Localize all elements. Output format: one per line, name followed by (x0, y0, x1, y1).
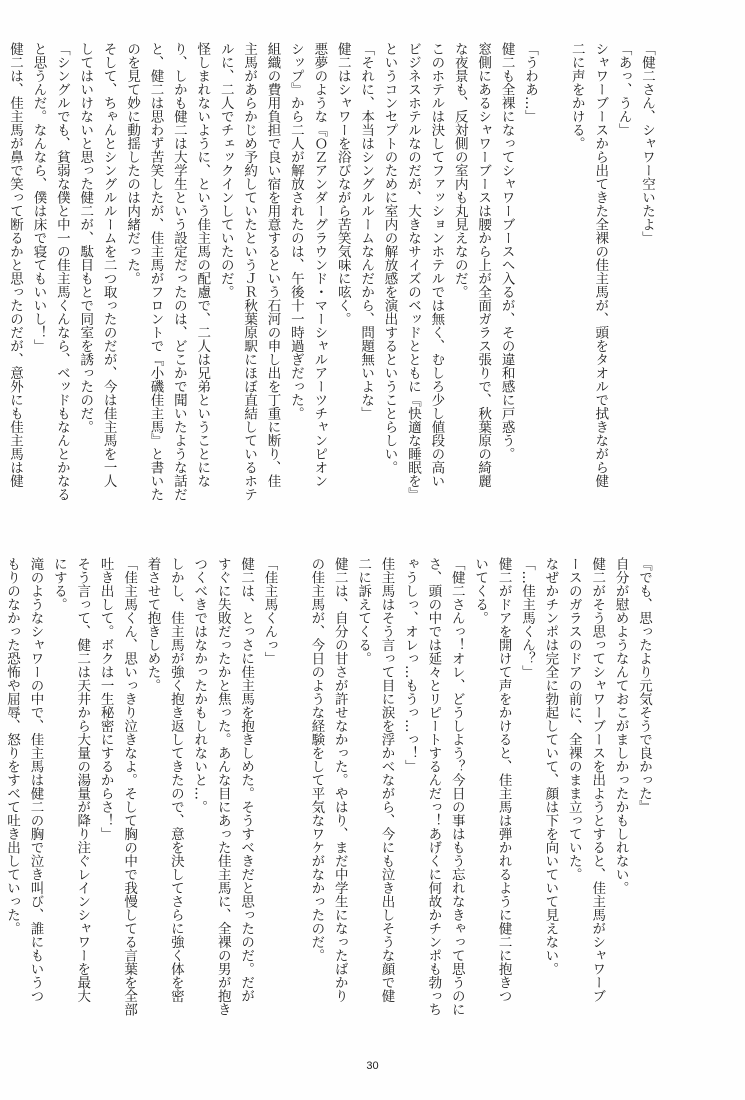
text-line: 健二は、自分の甘さが許せなかった。やはり、まだ中学生になったばかり (331, 557, 348, 1003)
text-line: というコンセプトのために室内の解放感を演出するということらしい。 (381, 42, 398, 474)
text-line: な夜景も、反対側の室内も丸見えなのだ。 (451, 42, 468, 299)
text-line: 「健二さん、シャワー空いたよ」 (639, 42, 655, 245)
text-line: いてくる。 (472, 557, 489, 625)
text-block-bottom (4, 557, 655, 1016)
text-line: 自分が慰めようなんておこがましかったかもしれない。 (612, 557, 629, 895)
text-line: 悪夢のような『ＯＺアンダーグラウンド・マーシャルアーツチャンピオン (311, 42, 328, 488)
text-line: 着させて抱きしめた。 (144, 557, 161, 692)
text-line: 「健二さんっ！オレ、どうしよう？今日の事はもう忘れなきゃって思うのに (448, 557, 465, 1016)
text-line: ビジネスホテルなのだが、大きなサイズのベッドとともに『快適な睡眠を』 (404, 42, 421, 501)
text-line: 「佳主馬くん、思いっきり泣きなよ。そして胸の中で我慢してる言葉を全部 (121, 557, 138, 1016)
text-line: してはいけないと思った健二が、駄目もとで同室を誘ったのだ。 (77, 42, 94, 434)
text-line: ルに、二人でチェックインしていたのだ。 (217, 42, 234, 299)
text-line: 健二がドアを開けて声をかけると、佳主馬は弾かれるように健二に抱きつ (495, 557, 512, 1003)
text-line: シップ』から二人が解放されたのは、午後十一時過ぎだった。 (287, 42, 304, 420)
text-line: 「あっ、うん」 (615, 42, 632, 137)
text-line: と思うんだ。なんなら、僕は床で寝てもいいし！」 (30, 42, 47, 353)
text-line: つくべきではなかったかもしれないと…。 (191, 557, 208, 814)
text-line: 佳主馬はそう言って目に涙を浮かべながら、今にも泣き出しそうな顔で健 (378, 557, 395, 1003)
text-line: 「シングルでも、貧弱な僕と中一の佳主馬くんなら、ベッドもなんとかなる (53, 42, 70, 501)
text-line: 窓側にあるシャワーブースは腰から上が全面ガラス張りで、秋葉原の綺麗 (475, 42, 492, 488)
text-line: の佳主馬が、今日のような経験をして平気なワケがなかったのだ。 (308, 557, 325, 962)
text-line: 怪しまれないように、という佳主馬の配慮で、二人は兄弟ということにな (194, 42, 211, 488)
text-line: なぜかチンポは完全に勃起していて、顔は下を向いていて見えない。 (542, 557, 559, 976)
text-line: 二に訴えてくる。 (355, 557, 372, 665)
text-line: もりのなかった恐怖や屈辱、怒りをすべて吐き出していった。 (4, 557, 21, 935)
text-line: 健二は、佳主馬が鼻で笑って断るかと思ったのだが、意外にも佳主馬は健 (7, 42, 24, 488)
text-line: そして、ちゃんとシングルルームを二つ取ったのだが、今は佳主馬を一人 (100, 42, 117, 488)
text-line: 二に声をかける。 (568, 42, 585, 150)
text-line: 「うわあ…」 (521, 42, 538, 123)
text-line-blank (281, 557, 304, 975)
text-line: ゃうしっ、オレっ…もうっ…っ！」 (401, 557, 418, 773)
text-line: 「…佳主馬くん？」 (518, 557, 535, 679)
text-line: 主馬があらかじめ予約していたというＪＲ秋葉原駅にほぼ直結しているホテ (241, 42, 258, 501)
text-line: そう言って、健二は天井から大量の湯量が降り注ぐレインシャワーを最大 (74, 557, 91, 1003)
text-line: 「それに、本当はシングルルームなんだから、問題無いよな」 (358, 42, 375, 420)
text-line: シャワーブースから出てきた全裸の佳主馬が、頭をタオルで拭きながら健 (592, 42, 609, 488)
text-line: 吐き出して。ボクは一生秘密にするからさ！」 (97, 557, 114, 841)
text-line: のを見て妙に動揺したのは内緒だった。 (124, 42, 141, 285)
text-line: 健二がそう思ってシャワーブースを出ようとすると、佳主馬がシャワーブ (589, 557, 606, 1003)
text-line: と、健二は思わず苦笑したが、佳主馬がフロントで『小磯佳主馬』と書いた (147, 42, 164, 501)
text-line: ースのガラスのドアの前に、全裸のまま立っていた。 (565, 557, 582, 881)
text-line: 健二も全裸になってシャワーブースへ入るが、その違和感に戸惑う。 (498, 42, 515, 461)
text-line: 組織の費用負担で良い宿を用意するという石河の申し出を丁重に断り、佳 (264, 42, 281, 488)
text-line: 健二はシャワーを浴びながら苦笑気味に呟く。 (334, 42, 351, 326)
page-number: 30 (366, 1060, 379, 1072)
text-line: さ、頭の中では延々とリピートするんだっ！あげくに何故かチンポも勃っち (425, 557, 442, 1016)
text-block-top (7, 42, 658, 542)
text-line: にする。 (50, 557, 67, 611)
text-line: このホテルは決してファッションホテルでは無く、むしろ少し値段の高い (428, 42, 445, 488)
text-line: り、しかも健二は大学生という設定だったのは、どこかで聞いたような話だ (170, 42, 187, 501)
text-line: 『でも、思ったより元気そうで良かった』 (636, 557, 652, 814)
text-line: 滝のようなシャワーの中で、佳主馬は健二の胸で泣き叫び、誰にもいうつ (27, 557, 44, 1003)
text-line: しかし、佳主馬が強く抱き返してきたので、意を決してさらに強く体を密 (167, 557, 184, 1003)
text-line: 「佳主馬くんっ」 (261, 557, 278, 665)
text-line: 健二は、とっさに佳主馬を抱きしめた。そうすべきだと思ったのだ。だが (238, 557, 255, 1003)
text-line: すぐに失敗だったかと焦った。あんな目にあった佳主馬に、全裸の男が抱き (214, 557, 231, 1016)
text-line-blank (541, 42, 564, 542)
